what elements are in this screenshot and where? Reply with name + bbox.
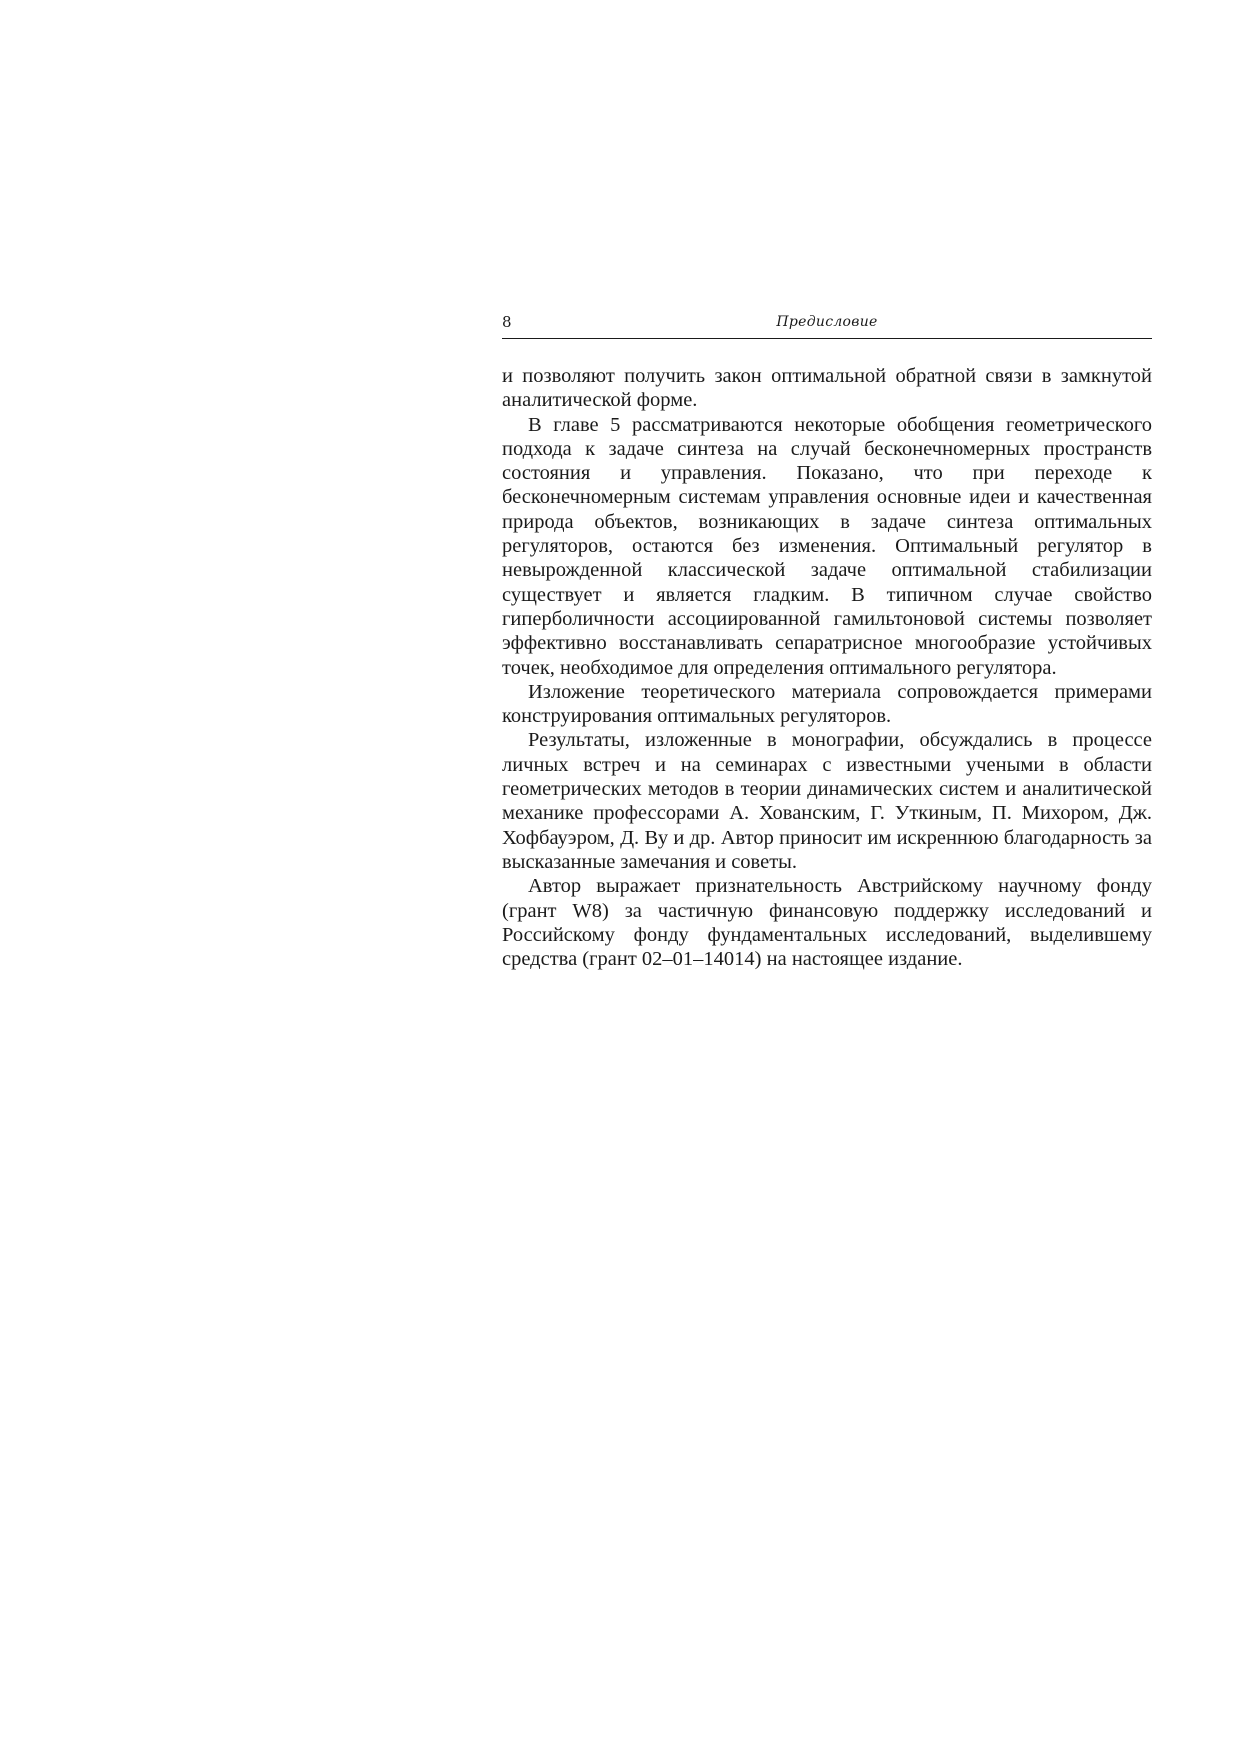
page-number: 8 (502, 313, 512, 331)
paragraph: и позволяют получить закон оптимальной обратной связи в замкнутой аналитической форме. (502, 365, 1152, 412)
paragraph: Автор выражает признательность Австрийскому научному фонду (грант W8) за частичную финансовую поддержку исследований и Российскому фонду фундаментальных исследований, выделившему средства (грант 02–01–14014) на настоящее издание. (502, 875, 1152, 971)
body-text (502, 364, 1152, 971)
paragraph: Изложение теоретического материала сопровождается примерами конструирования оптимальных регуляторов. (502, 680, 1152, 728)
paragraph: Результаты, изложенные в монографии, обсуждались в процессе личных встреч и на семинарах с известными учеными в области геометрических методов в теории динамических систем и аналитической механике профессорами А. Хованским, Г. Уткиным, П. Михором, Дж. Хофбауэром, Д. Ву и др. Автор приносит им искреннюю благодарность за высказанные замечания и советы. (502, 729, 1152, 873)
paragraph: В главе 5 рассматриваются некоторые обобщения геометрического подхода к задаче синтеза на случай бесконечномерных пространств состояния и управления. Показано, что при переходе к бесконечномерным системам управления основные идеи и качественная природа объектов, возникающих в задаче синтеза оптимальных регуляторов, остаются без изменения. Оптимальный регулятор в невырожденной классической задаче оптимальной стабилизации существует и является гладким. В типичном случае свойство гиперболичности ассоциированной гамильтоновой системы позволяет эффективно восстанавливать сепаратрисное многообразие устойчивых точек, необходимое для определения оптимального регулятора. (502, 413, 1152, 679)
header-rule (502, 338, 1152, 339)
running-title: Предисловие (776, 314, 878, 330)
page-header (502, 313, 1152, 339)
